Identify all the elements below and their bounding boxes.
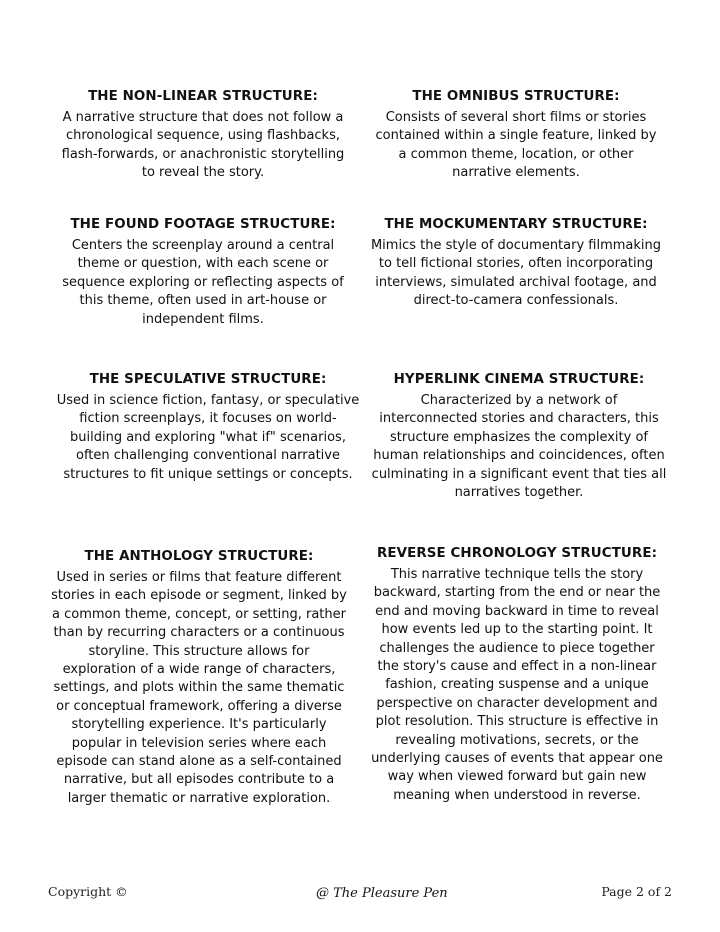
section-anthology bbox=[50, 548, 348, 808]
section-mockumentary bbox=[370, 216, 662, 311]
section-title: REVERSE CHRONOLOGY STRUCTURE: bbox=[376, 546, 658, 561]
section-body: Centers the screenplay around a central theme or question, with each scene or sequence exploring or reflecting aspects of this theme, often used in art-house or independent films. bbox=[62, 238, 344, 327]
section-title: THE NON-LINEAR STRUCTURE: bbox=[88, 89, 318, 104]
section-title: THE FOUND FOOTAGE STRUCTURE: bbox=[70, 217, 336, 232]
section-found-footage bbox=[55, 216, 351, 329]
section-body: Used in science fiction, fantasy, or speculative fiction screenplays, it focuses on world-building and exploring "what if" scenarios, often challenging conventional narrative structures to fit unique settings or concepts. bbox=[56, 393, 360, 482]
section-non-linear bbox=[55, 88, 351, 183]
page-number: Page 2 of 2 bbox=[601, 884, 672, 899]
section-hyperlink-cinema bbox=[370, 371, 668, 502]
section-speculative bbox=[55, 371, 361, 484]
section-title: THE SPECULATIVE STRUCTURE: bbox=[89, 372, 327, 387]
section-title: THE OMNIBUS STRUCTURE: bbox=[412, 89, 620, 104]
section-body: Used in series or films that feature different stories in each episode or segment, linked by a common theme, concept, or setting, rather than by recurring characters or a continuous storyline. This structure allows for exploration of a wide range of characters, settings, and plots within the same thematic or conceptual framework, offering a diverse storytelling experience. It's particularly popular in television series where each episode can stand alone as a self-contained narrative, but all episodes contribute to a larger thematic or narrative exploration. bbox=[51, 570, 347, 806]
section-title: HYPERLINK CINEMA STRUCTURE: bbox=[393, 372, 645, 387]
section-body: Characterized by a network of interconnected stories and characters, this structure emphasizes the complexity of human relationships and coincidences, often culminating in a significant event that ties all narratives together. bbox=[371, 393, 667, 501]
copyright-text: Copyright © bbox=[48, 884, 128, 899]
brand-logo: @ The Pleasure Pen bbox=[316, 886, 448, 901]
section-omnibus bbox=[370, 88, 662, 183]
section-body: Consists of several short films or stories contained within a single feature, linked by a common theme, location, or other narrative elements. bbox=[375, 110, 657, 181]
section-title: THE ANTHOLOGY STRUCTURE: bbox=[84, 549, 314, 564]
section-reverse-chronology bbox=[367, 545, 667, 805]
section-body: A narrative structure that does not follow a chronological sequence, using flashbacks, flash-forwards, or anachronistic storytelling to reveal the story. bbox=[61, 110, 345, 181]
section-title: THE MOCKUMENTARY STRUCTURE: bbox=[384, 217, 648, 232]
section-body: Mimics the style of documentary filmmaking to tell fictional stories, often incorporating interviews, simulated archival footage, and direct-to-camera confessionals. bbox=[370, 238, 662, 309]
section-body: This narrative technique tells the story backward, starting from the end or near the end and moving backward in time to reveal how events led up to the starting point. It challenges the audience to piece together the story's cause and effect in a non-linear fashion, creating suspense and a unique perspective on character development and plot resolution. This structure is effective in revealing motivations, secrets, or the underlying causes of events that appear one way when viewed forward but gain new meaning when understood in reverse. bbox=[371, 567, 663, 803]
